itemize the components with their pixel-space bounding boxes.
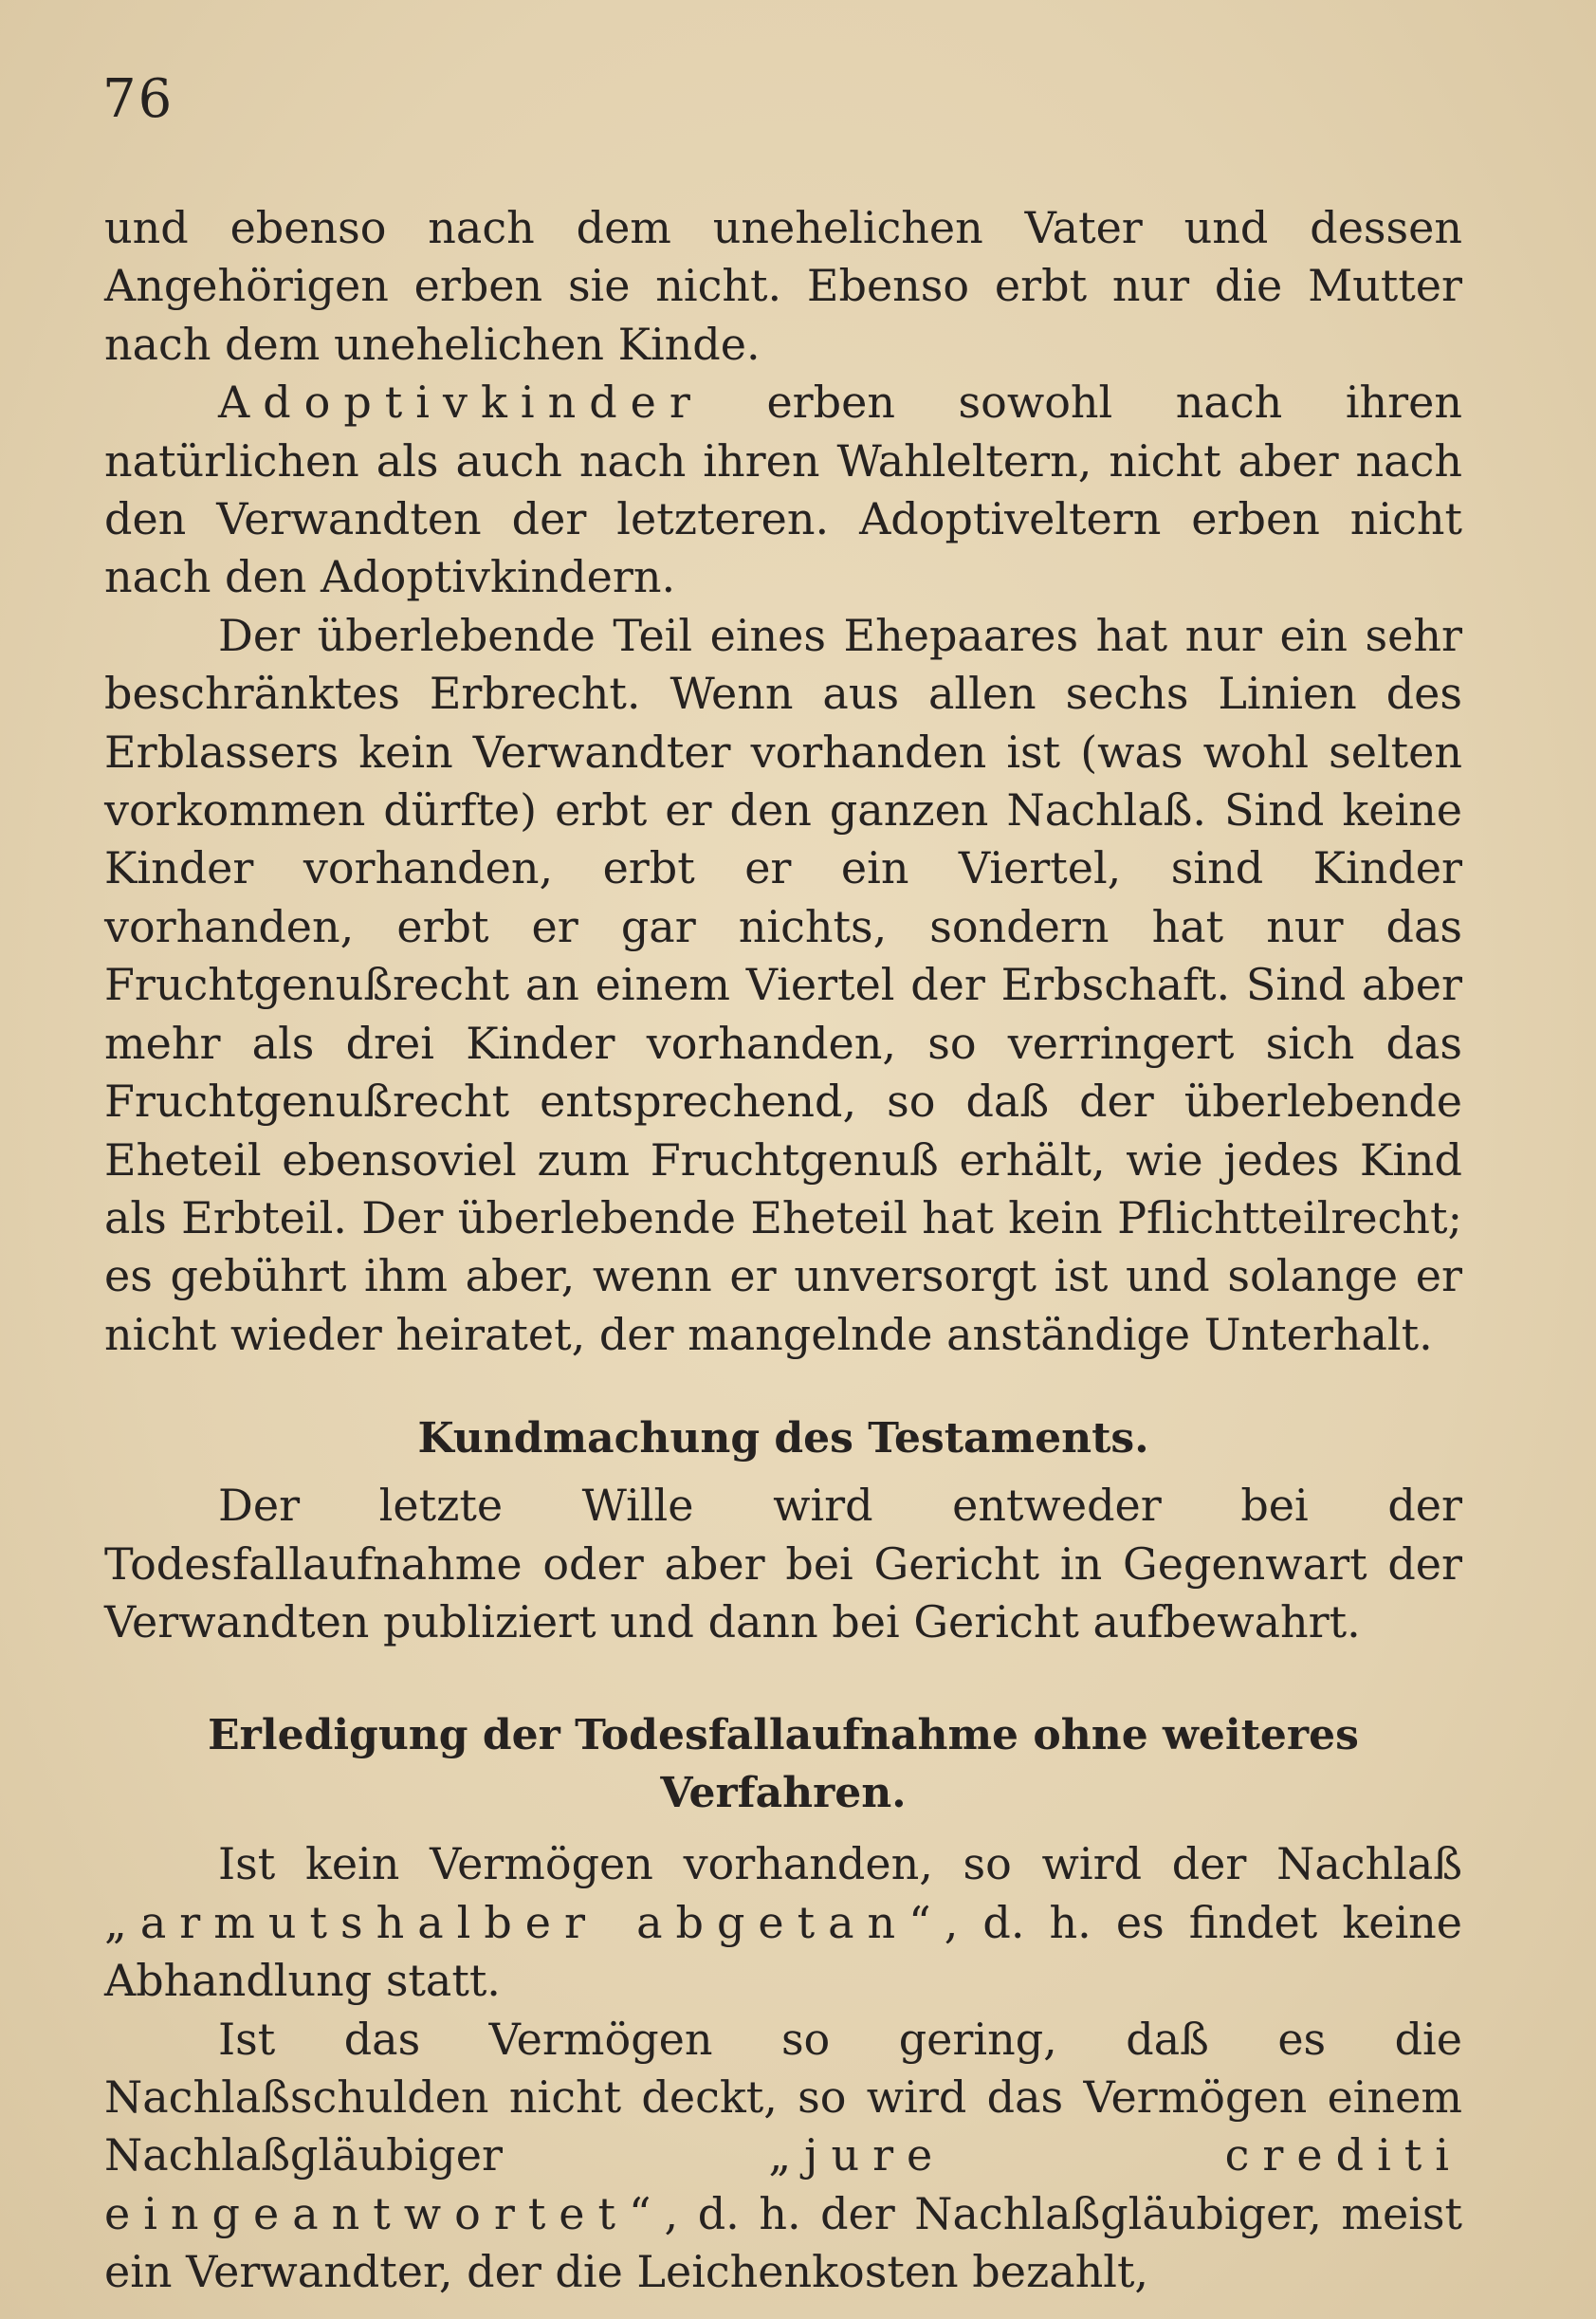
heading-kundmachung: Kundmachung des Testaments. — [417, 1414, 1149, 1463]
term-jure-crediti: „jure crediti eingeantwortet“ — [104, 2129, 1462, 2239]
paragraph-adoptive-children-text: erben sowohl nach ihren natürlichen als auch nach ihren Wahleltern, nicht aber nach den Verwandten der letzteren. Adoptiveltern erben nicht nach den Adoptivkindern. — [104, 377, 1462, 603]
paragraph-adoptive-children — [104, 374, 1462, 607]
paragraph-small-assets-post: , d. h. der Nachlaßgläubiger, meist ein Verwandter, der die Leichenkosten bezahlt, — [104, 2187, 1462, 2298]
paragraph-no-assets-pre: Ist kein Vermögen vorhanden, so wird der Nachlaß — [218, 1838, 1462, 1890]
page-body — [104, 199, 1462, 2302]
term-armutshalber: „armutshalber abgetan“ — [104, 1896, 945, 1948]
paragraph-surviving-spouse: Der überlebende Teil eines Ehepaares hat nur ein sehr beschränktes Erbrecht. Wenn aus allen sechs Linien des Erblassers kein Verwandter vorhanden ist (was wohl selten vorkommen dürfte) erbt er den ganzen Nachlaß. Sind keine Kinder vorhanden, erbt er ein Viertel, sind Kinder vorhanden, erbt er gar nichts, sondern hat nur das Fruchtgenußrecht an einem Viertel der Erbschaft. Sind aber mehr als drei Kinder vorhanden, so verringert sich das Fruchtgenußrecht entsprechend, so daß der überlebende Eheteil ebensoviel zum Fruchtgenuß erhält, wie jedes Kind als Erbteil. Der überlebende Eheteil hat kein Pflichtteilrecht; es gebührt ihm aber, wenn er unversorgt ist und solange er nicht wieder heiratet, der mangelnde anständige Unterhalt. — [104, 609, 1462, 1360]
paragraph-no-assets-post: , d. h. es findet keine Abhandlung statt. — [104, 1896, 1463, 2007]
paragraph-illegitimate-children: und ebenso nach dem unehelichen Vater und dessen Angehörigen erben sie nicht. Ebenso erbt nur die Mutter nach dem unehelichen Kinde. — [104, 202, 1462, 370]
paragraph-small-assets — [104, 2011, 1462, 2302]
paragraph-no-assets — [104, 1835, 1462, 2010]
page-number: 76 — [102, 68, 174, 130]
heading-erledigung: Erledigung der Todesfallaufnahme ohne weiteres Verfahren. — [208, 1711, 1359, 1818]
term-adoptivkinder: Adoptivkinder — [218, 377, 704, 429]
paragraph-small-assets-pre: Ist das Vermögen so gering, daß es die Nachlaßschulden nicht deckt, so wird das Vermögen einem Nachlaßgläubiger — [104, 2013, 1462, 2181]
paragraph-last-will: Der letzte Wille wird entweder bei der Todesfallaufnahme oder aber bei Gericht in Gegenwart der Verwandten publiziert und dann bei Gericht aufbewahrt. — [104, 1480, 1462, 1647]
